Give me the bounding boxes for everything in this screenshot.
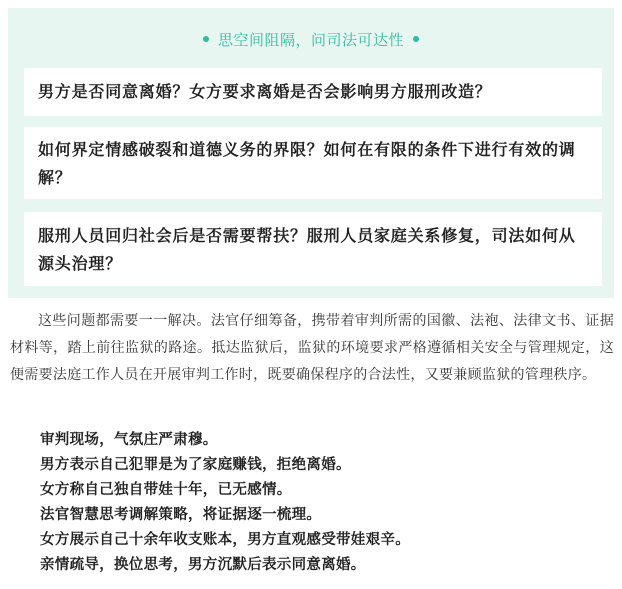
bullet-dot-icon: [413, 36, 419, 42]
body-paragraph: 这些问题都需要一一解决。法官仔细筹备，携带着审判所需的国徽、法袍、法律文书、证据材料等，踏上前往监狱的路途。抵达监狱后，监狱的环境要求严格遵循相关安全与管理规定，这便需要法庭工作人员在开展审判工作时，既要确保程序的合法性，又要兼顾监狱的管理秩序。: [10, 313, 614, 383]
question-text: 服刑人员回归社会后是否需要帮扶？服刑人员家庭关系修复，司法如何从源头治理？: [38, 226, 576, 273]
bold-line: 亲情疏导，换位思考，男方沉默后表示同意离婚。: [40, 557, 366, 573]
bold-line-list: [40, 428, 600, 578]
bullet-dot-icon: [203, 36, 209, 42]
question-card: [24, 212, 602, 286]
questions-panel: [8, 8, 614, 298]
question-text: 如何界定情感破裂和道德义务的界限？如何在有限的条件下进行有效的调解？: [38, 140, 576, 187]
question-card: [24, 68, 602, 116]
question-text: 男方是否同意离婚？女方要求离婚是否会影响男方服刑改造？: [38, 82, 492, 101]
bold-line: 法官智慧思考调解策略，将证据逐一梳理。: [40, 507, 322, 523]
bold-line: 女方称自己独自带娃十年，已无感情。: [40, 482, 292, 498]
question-card: [24, 127, 602, 199]
panel-title-text: 思空间阻隔，问司法可达性: [217, 31, 404, 49]
bold-line: 女方展示自己十余年收支账本，男方直观感受带娃艰辛。: [40, 532, 410, 548]
bold-line: 男方表示自己犯罪是为了家庭赚钱，拒绝离婚。: [40, 457, 351, 473]
bold-line: 审判现场，气氛庄严肃穆。: [40, 432, 218, 448]
panel-title: [8, 26, 614, 54]
